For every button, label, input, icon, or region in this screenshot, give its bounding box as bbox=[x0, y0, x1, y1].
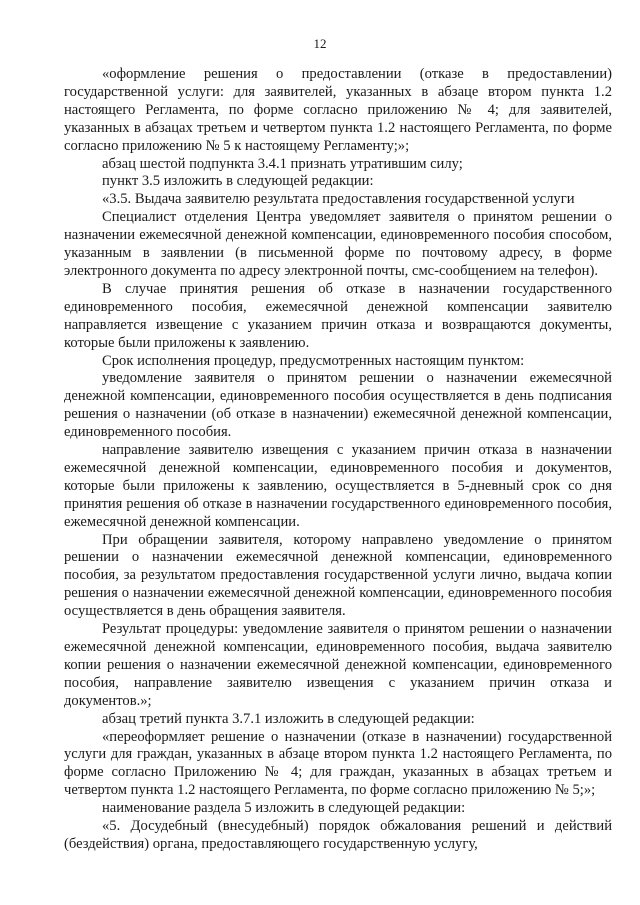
paragraph: Специалист отделения Центра уведомляет заявителя о принятом решении о назначении ежемесячной денежной компенсации, единовременного пособия способом, указанным в заявлении (в письменной форме по почтовому адресу, в форме электронного документа по адресу электронной почты, смс-сообщением на телефон). bbox=[64, 209, 612, 279]
paragraph: «оформление решения о предоставлении (отказе в предоставлении) государственной услуги: для заявителей, указанных в абзаце втором пункта 1.2 настоящего Регламента, по форме согласно приложению № 4; для заявителей, указанных в абзацах третьем и четвертом пункта 1.2 настоящего Регламента, по форме согласно приложению № 5 к настоящему Регламенту;»; bbox=[64, 66, 612, 154]
paragraph: «5. Досудебный (внесудебный) порядок обжалования решений и действий (бездействия) органа, предоставляющего государственную услугу, bbox=[64, 818, 612, 852]
paragraph: абзац третий пункта 3.7.1 изложить в следующей редакции: bbox=[102, 710, 475, 727]
paragraph: направление заявителю извещения с указанием причин отказа в назначении ежемесячной денежной компенсации, единовременного пособия и документов, которые были приложены к заявлению, осуществляется в 5-дневный срок со дня принятия решения об отказе в назначении государственного единовременного пособия, ежемесячной денежной компенсации. bbox=[64, 442, 612, 530]
page-number: 12 bbox=[313, 36, 327, 51]
paragraph: абзац шестой подпункта 3.4.1 признать утратившим силу; bbox=[102, 155, 463, 172]
paragraph: «3.5. Выдача заявителю результата предоставления государственной услуги bbox=[102, 191, 575, 208]
paragraph: При обращении заявителя, которому направлено уведомление о принятом решении о назначении ежемесячной денежной компенсации, единовременного пособия, за результатом предоставления государственной услуги лично, выдача копии решения о назначении ежемесячной денежной компенсации, единовременного пособия осуществляется в день обращения заявителя. bbox=[64, 531, 612, 620]
paragraph: Срок исполнения процедур, предусмотренных настоящим пунктом: bbox=[102, 352, 525, 369]
paragraph: В случае принятия решения об отказе в назначении государственного единовременного пособия, ежемесячной денежной компенсации заявителю направляется извещение с указанием причин отказа и возвращаются документы, которые были приложены к заявлению. bbox=[64, 280, 612, 351]
paragraph: «переоформляет решение о назначении (отказе в назначении) государственной услуги для граждан, указанных в абзаце втором пункта 1.2 настоящего Регламента, по форме согласно Приложению № 4; для граждан, указанных в абзацах третьем и четвертом пункта 1.2 настоящего Регламента, по форме согласно приложению № 5;»; bbox=[64, 728, 612, 799]
document-body bbox=[64, 66, 612, 854]
paragraph: Результат процедуры: уведомление заявителя о принятом решении о назначении ежемесячной денежной компенсации, единовременного пособия, выдача заявителю копии решения о назначении ежемесячной денежной компенсации, единовременного пособия, направление заявителю извещения с указанием причин отказа и документов.»; bbox=[64, 621, 612, 709]
paragraph: уведомление заявителя о принятом решении о назначении ежемесячной денежной компенсации, единовременного пособия осуществляется в день подписания решения о назначении (об отказе в назначении) ежемесячной денежной компенсации, единовременного пособия. bbox=[64, 370, 612, 441]
paragraph: наименование раздела 5 изложить в следующей редакции: bbox=[102, 800, 466, 817]
paragraph: пункт 3.5 изложить в следующей редакции: bbox=[102, 173, 374, 190]
